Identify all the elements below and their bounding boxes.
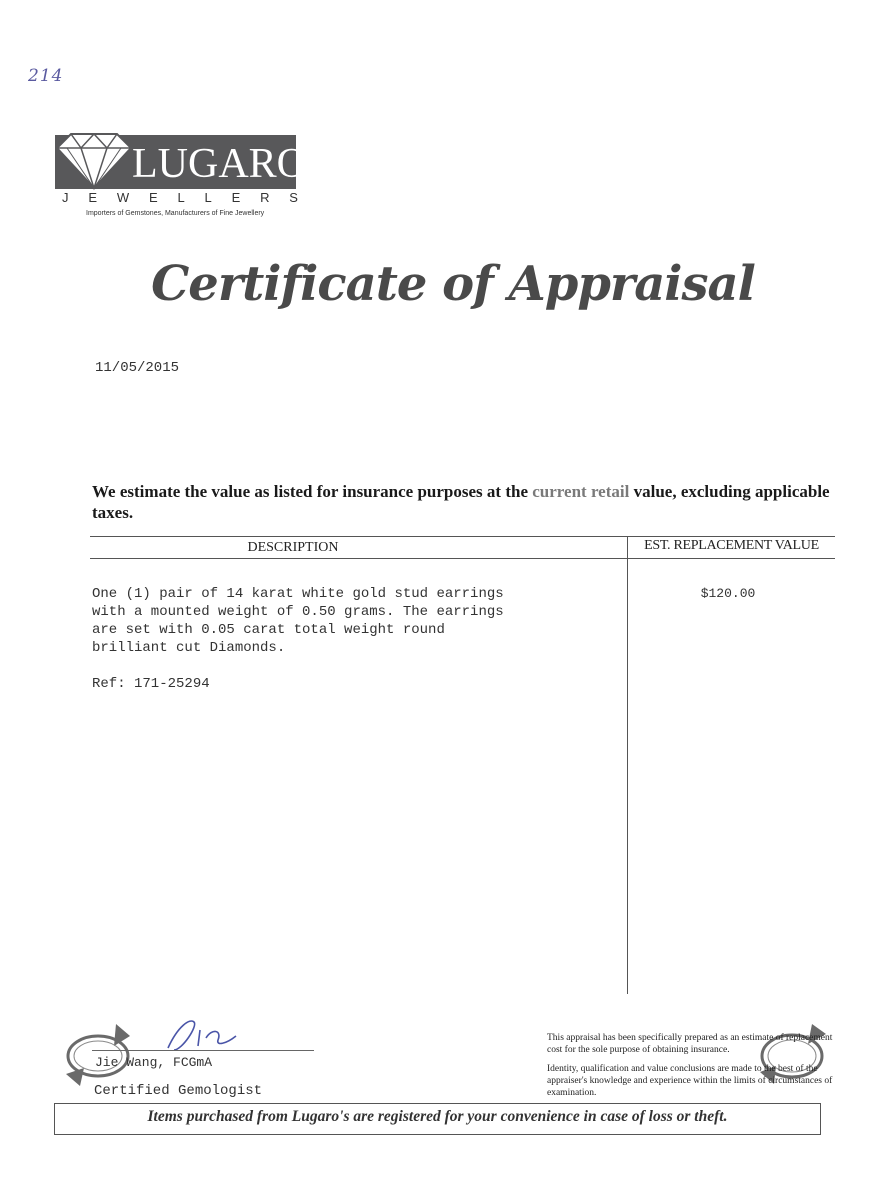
company-name: LUGARO (132, 141, 307, 187)
estimate-text-end: value, excluding applicable taxes. (92, 482, 830, 522)
appraiser-name: Jie Wang, FCGmA (95, 1055, 213, 1070)
handwritten-page-number: 214 (28, 66, 64, 86)
signature-line (92, 1050, 314, 1051)
estimate-text-start: We estimate the value as listed for insurance purposes at the (92, 482, 533, 501)
appraisal-disclaimer (547, 1032, 839, 1106)
company-subtitle-letter: W (116, 190, 130, 205)
company-subtitle-letter: S (289, 190, 298, 205)
company-subtitle-letter: E (88, 190, 97, 205)
disclaimer-identity: Identity, qualification and value conclusions are made to the best of the appraiser's knowledge and experience within the limits of circumstances of examination. (547, 1064, 833, 1098)
appraiser-title: Certified Gemologist (94, 1083, 263, 1099)
disclaimer-purpose: This appraisal has been specifically prepared as an estimate of replacement cost for the sole purpose of obtaining insurance. (547, 1033, 833, 1055)
replacement-value: $120.00 (700, 586, 756, 601)
company-tagline: Importers of Gemstones, Manufacturers of Fine Jewellery (86, 210, 265, 217)
table-column-divider (627, 536, 628, 994)
company-subtitle-letter: E (231, 190, 241, 205)
footer-notice: Items purchased from Lugaro's are registered for your convenience in case of loss or theft. (147, 1108, 728, 1125)
company-subtitle-letter: L (204, 190, 212, 205)
value-header: EST. REPLACEMENT VALUE (644, 538, 819, 553)
certificate-title: Certificate of Appraisal (151, 256, 755, 312)
company-subtitle-letter: E (148, 190, 158, 205)
company-subtitle (62, 190, 298, 205)
table-top-rule (90, 536, 835, 537)
company-subtitle-letter: J (62, 190, 69, 205)
estimate-highlight: current retail (532, 482, 630, 501)
estimate-statement (92, 481, 852, 523)
company-subtitle-letter: R (260, 190, 270, 205)
item-reference: Ref: 171-25294 (92, 676, 210, 692)
item-description: One (1) pair of 14 karat white gold stud earrings with a mounted weight of 0.50 grams. The earrings are set with 0.05 carat total weight round brilliant cut Diamonds. (92, 586, 504, 656)
description-header: DESCRIPTION (247, 540, 339, 555)
appraisal-date: 11/05/2015 (95, 360, 180, 376)
diamond-logo-icon (55, 130, 135, 192)
company-subtitle-letter: L (177, 190, 185, 205)
table-header-rule (90, 558, 835, 559)
